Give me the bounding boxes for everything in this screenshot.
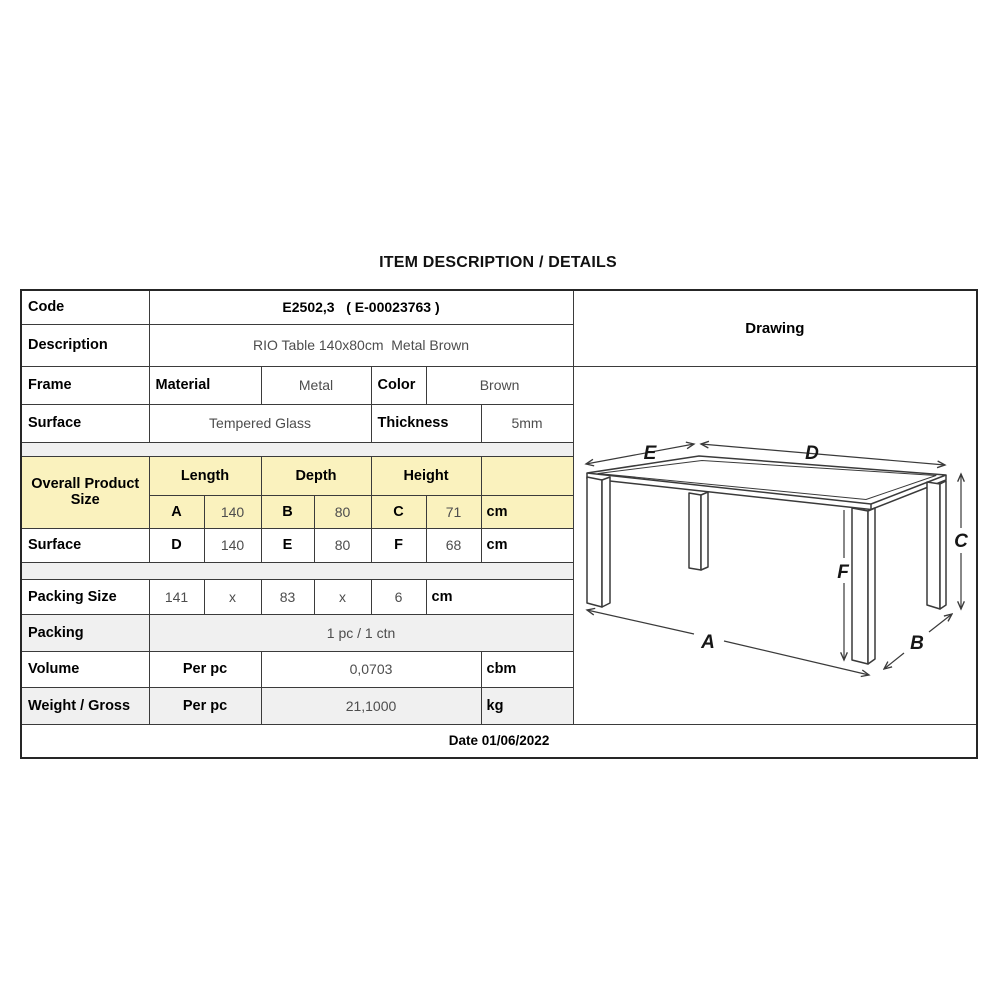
dim-a-key: A xyxy=(149,495,204,528)
leg-right xyxy=(927,482,940,609)
weight-value: 21,1000 xyxy=(261,687,481,724)
packing-size-label: Packing Size xyxy=(21,579,149,614)
drawing-cell xyxy=(573,366,977,724)
surface-value: Tempered Glass xyxy=(149,404,371,442)
volume-per-label: Per pc xyxy=(149,651,261,687)
description-value: RIO Table 140x80cm Metal Brown xyxy=(149,324,573,366)
item-description-table xyxy=(20,289,978,759)
height-header: Height xyxy=(371,456,481,495)
surface-dims-label: Surface xyxy=(21,528,149,562)
leg-back-left-side xyxy=(602,477,610,607)
surface-dims-unit: cm xyxy=(481,528,573,562)
frame-row xyxy=(21,366,977,404)
packing-size-v2: 83 xyxy=(261,579,314,614)
dim-label-c: C xyxy=(953,530,968,552)
dim-b-value: 80 xyxy=(314,495,371,528)
dim-label-b: B xyxy=(909,632,924,654)
dim-c-key: C xyxy=(371,495,426,528)
packing-size-unit: cm xyxy=(426,579,573,614)
dim-f-key: F xyxy=(371,528,426,562)
packing-size-sep2: x xyxy=(314,579,371,614)
leg-mid-side xyxy=(701,492,708,570)
surface-label: Surface xyxy=(21,404,149,442)
dim-label-f: F xyxy=(836,561,849,583)
drawing-header: Drawing xyxy=(573,290,977,366)
packing-value: 1 pc / 1 ctn xyxy=(149,614,573,651)
page-title: ITEM DESCRIPTION / DETAILS xyxy=(379,254,617,271)
dim-e-value: 80 xyxy=(314,528,371,562)
overall-unit: cm xyxy=(481,495,573,528)
packing-size-sep1: x xyxy=(204,579,261,614)
dim-label-a: A xyxy=(700,631,715,653)
dim-f-value: 68 xyxy=(426,528,481,562)
dim-a-value: 140 xyxy=(204,495,261,528)
code-row xyxy=(21,290,977,324)
dim-b-key: B xyxy=(261,495,314,528)
leg-mid xyxy=(689,493,701,570)
table-drawing xyxy=(574,367,978,721)
color-value: Brown xyxy=(426,366,573,404)
dim-e-key: E xyxy=(261,528,314,562)
description-label: Description xyxy=(21,324,149,366)
thickness-value: 5mm xyxy=(481,404,573,442)
dim-d-value: 140 xyxy=(204,528,261,562)
material-value: Metal xyxy=(261,366,371,404)
material-label: Material xyxy=(149,366,261,404)
dim-label-e: E xyxy=(643,442,656,464)
weight-unit: kg xyxy=(481,687,573,724)
packing-label: Packing xyxy=(21,614,149,651)
code-value: E2502,3 ( E-00023763 ) xyxy=(149,290,573,324)
volume-value: 0,0703 xyxy=(261,651,481,687)
leg-right-side xyxy=(940,481,946,609)
color-label: Color xyxy=(371,366,426,404)
dim-label-d: D xyxy=(804,442,819,464)
leg-back-left xyxy=(587,477,602,607)
dim-line-b2 xyxy=(929,614,952,632)
leg-front-side xyxy=(868,508,875,664)
dim-line-a1 xyxy=(587,610,694,634)
thickness-label: Thickness xyxy=(371,404,481,442)
date-value: Date 01/06/2022 xyxy=(21,724,977,758)
table-legs xyxy=(587,477,946,664)
volume-label: Volume xyxy=(21,651,149,687)
dim-d-key: D xyxy=(149,528,204,562)
dim-line-b1 xyxy=(884,653,904,669)
overall-size-label: Overall Product Size xyxy=(21,456,149,528)
tabletop xyxy=(587,456,946,510)
frame-label: Frame xyxy=(21,366,149,404)
leg-front xyxy=(852,508,868,664)
date-row xyxy=(21,724,977,758)
spacer xyxy=(21,562,573,579)
weight-per-label: Per pc xyxy=(149,687,261,724)
empty-header-cell xyxy=(481,456,573,495)
packing-size-v3: 6 xyxy=(371,579,426,614)
depth-header: Depth xyxy=(261,456,371,495)
weight-label: Weight / Gross xyxy=(21,687,149,724)
spacer xyxy=(21,442,573,456)
dim-line-a2 xyxy=(724,641,869,675)
packing-size-v1: 141 xyxy=(149,579,204,614)
code-label: Code xyxy=(21,290,149,324)
length-header: Length xyxy=(149,456,261,495)
volume-unit: cbm xyxy=(481,651,573,687)
dim-c-value: 71 xyxy=(426,495,481,528)
